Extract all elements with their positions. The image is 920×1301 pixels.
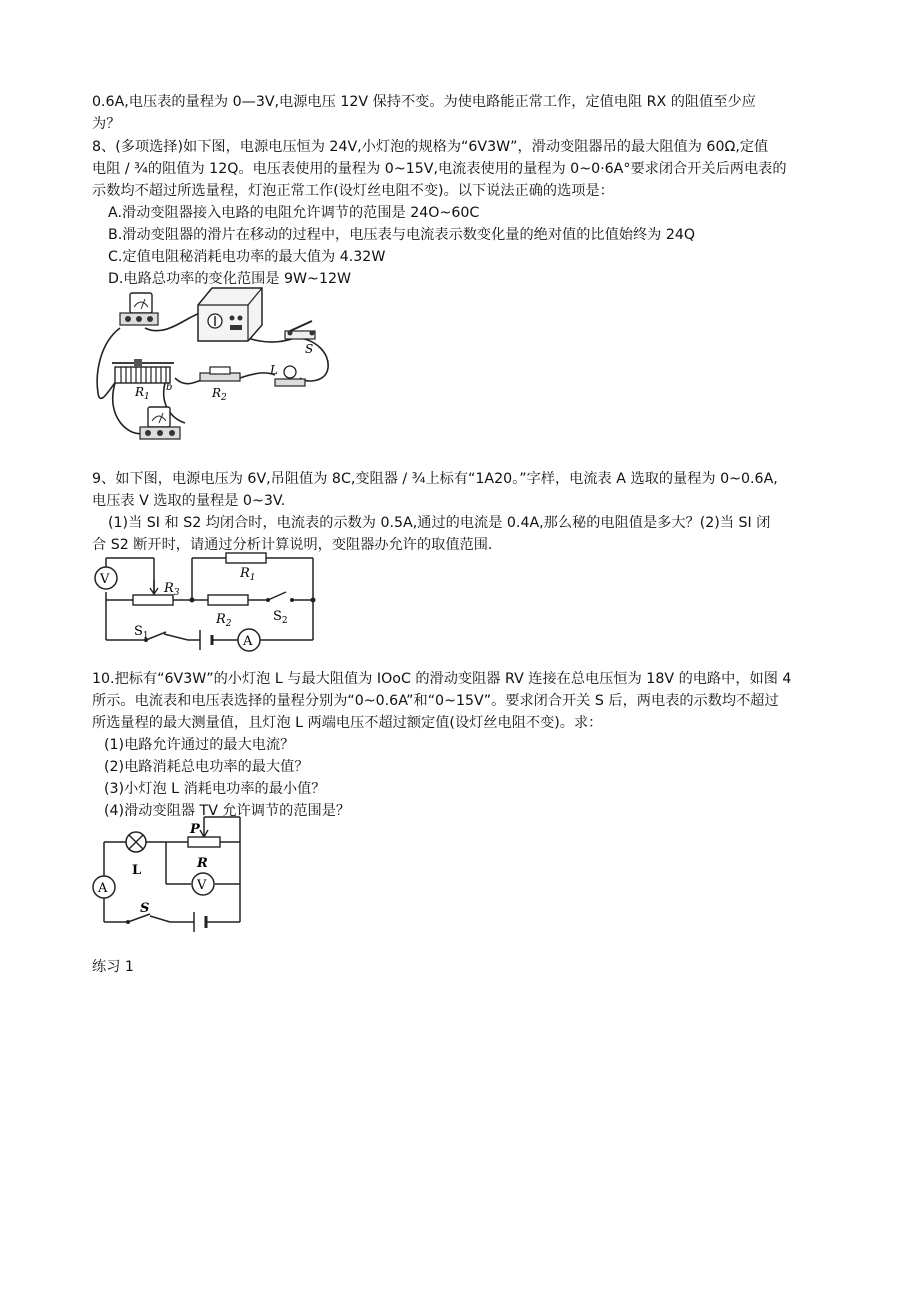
voltmeter-bottom-icon [140,407,180,439]
voltmeter-top-icon [120,293,158,325]
label-r2: $R_2$ [216,612,232,629]
resistor-r2-icon [200,367,240,381]
switch-s-icon [285,321,315,339]
switch-s1 [146,632,166,640]
label-p: P [190,822,200,837]
practice-heading: 练习 1 [92,959,134,975]
q8-option-a: A.滑动变阻器接入电路的电阻允许调节的范围是 24O~60C [108,205,480,221]
lamp-l-icon [275,366,305,386]
rheostat-r3 [133,595,173,605]
label-b: b [166,382,173,393]
label-s2: $S_2$ [273,609,288,626]
q8-line-3: 示数均不超过所选量程，灯泡正常工作(设灯丝电阻不变)。以下说法正确的选项是： [92,183,614,199]
q8-option-c: C.定值电阻秘消耗电功率的最大值为 4.32W [108,249,386,265]
q9-line-2: 电压表 V 选取的量程是 0~3V. [92,493,286,509]
q10-line-1: 10.把标有“6V3W”的小灯泡 L 与最大阻值为 IOoC 的滑动变阻器 RV 连接在总电压恒为 18V 的电路中，如图 4 [92,671,792,687]
label-l: L [270,363,278,377]
label-v: V [100,572,110,587]
label-r1: $R_1$ [135,385,150,402]
label-a: A [98,881,108,896]
q8-option-b: B.滑动变阻器的滑片在移动的过程中，电压表与电流表示数变化量的绝对值的比值始终为 24Q [108,227,696,243]
q10-item-1: (1)电路允许通过的最大电流？ [104,737,295,753]
q10-item-3: (3)小灯泡 L 消耗电功率的最小值？ [104,781,326,797]
q8-line-1: 8、(多项选择)如下图，电源电压恒为 24V,小灯泡的规格为“6V3W”，滑动变阻器吊的最大阻值为 60Ω,定值 [92,139,769,155]
label-s: S [305,342,314,356]
label-r: R [197,856,208,871]
q10-circuit-figure [88,812,258,942]
label-l: L [132,863,142,878]
resistor-r1 [226,553,266,563]
rheostat-r [188,837,220,847]
q7-line-1: 0.6A,电压表的量程为 0—3V,电源电压 12V 保持不变。为使电路能正常工作，定值电阻 RX 的阻值至少应 [92,94,756,110]
lamp-l-icon [126,832,146,852]
label-r2: $R_2$ [212,386,227,403]
label-v: V [197,878,207,893]
label-r3: $R_3$ [164,581,180,598]
q10-line-3: 所选量程的最大测量值，且灯泡 L 两端电压不超过额定值(设灯丝电阻不变)。求： [92,715,603,731]
q9-line-3: (1)当 SI 和 S2 均闭合时，电流表的示数为 0.5A,通过的电流是 0.4A,那么秘的电阻值是多大？(2)当 SI 闭 [108,515,771,531]
q8-option-d: D.电路总功率的变化范围是 9W~12W [108,271,352,287]
label-s1: $S_1$ [134,624,149,641]
q9-circuit-figure [88,550,328,665]
q8-circuit-figure [90,283,350,453]
q10-line-2: 所示。电流表和电压表选择的量程分别为“0~0.6A”和“0~15V”。要求闭合开关 S 后，两电表的示数均不超过 [92,693,779,709]
q10-item-4: (4)滑动变阻器 TV 允许调节的范围是？ [104,803,351,819]
q8-line-2: 电阻 / ¾的阻值为 12Q。电压表使用的量程为 0~15V,电流表使用的量程为 0~0·6A°要求闭合开关后两电表的 [92,161,787,177]
q9-line-4: 合 S2 断开时，请通过分析计算说明，变阻器办允许的取值范围. [92,537,493,553]
rheostat-r1-icon [112,359,174,383]
resistor-r2 [208,595,248,605]
label-s: S [140,901,150,916]
power-supply-icon [198,288,262,341]
q7-line-2: 为？ [92,116,121,132]
label-a: A [243,634,253,649]
q10-item-2: (2)电路消耗总电功率的最大值？ [104,759,309,775]
label-r1: $R_1$ [240,566,256,583]
q9-line-1: 9、如下图，电源电压为 6V,吊阻值为 8C,变阻器 / ¾上标有“1A20。”字样，电流表 A 选取的量程为 0~0.6A, [92,471,778,487]
